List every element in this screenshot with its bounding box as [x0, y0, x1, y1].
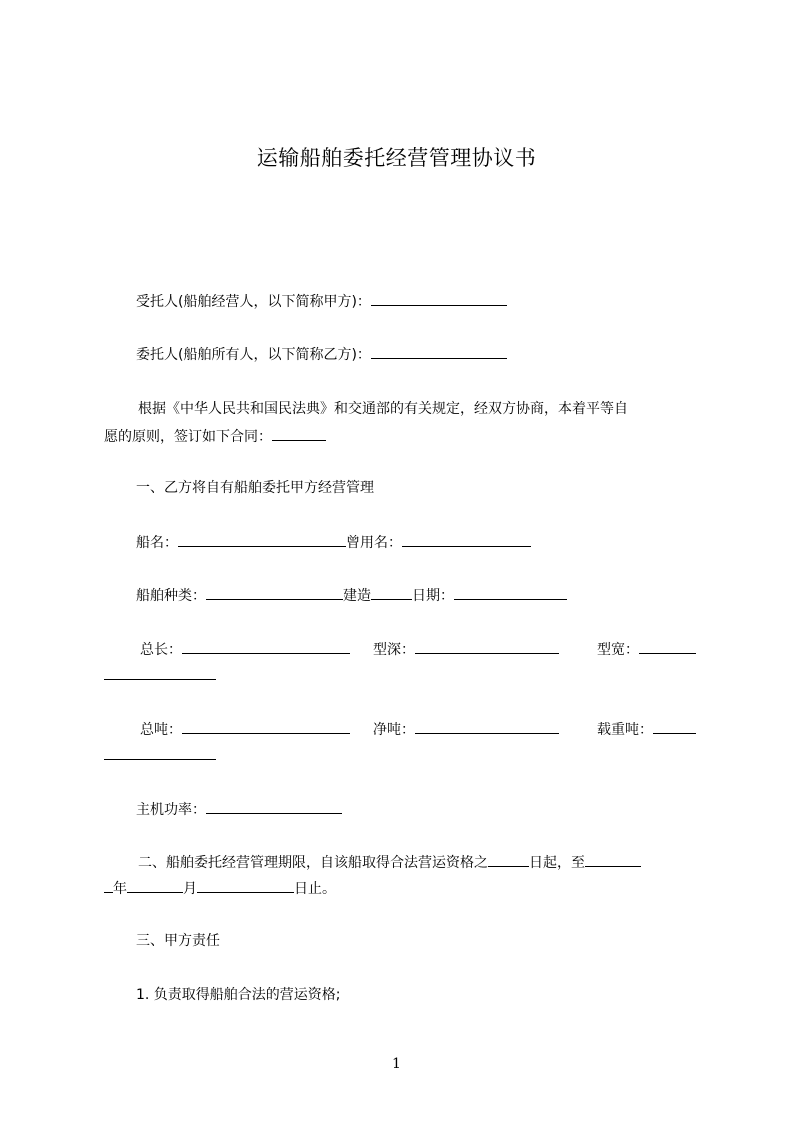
section2-text: 二、船舶委托经营管理期限，自该船取得合法营运资格之 [138, 855, 488, 871]
net-tonnage-item [373, 720, 559, 738]
date-blank[interactable] [454, 586, 567, 600]
intro-line-2-text: 愿的原则，签订如下合同： [104, 429, 272, 445]
former-name-blank[interactable] [402, 533, 531, 547]
section1-heading: 一、乙方将自有船舶委托甲方经营管理 [136, 480, 374, 496]
section3-item-1: 1. 负责取得船舶合法的营运资格; [136, 987, 341, 1003]
section2-day-blank[interactable] [197, 879, 294, 893]
date-label: 日期： [412, 588, 454, 604]
trustee-label: 受托人(船舶经营人，以下简称甲方)： [136, 294, 371, 310]
length-blank[interactable] [182, 640, 350, 654]
built-label: 建造 [343, 588, 371, 604]
built-blank[interactable] [371, 586, 412, 600]
ship-name-label: 船名： [136, 535, 178, 551]
deadweight-blank-continued[interactable] [104, 746, 216, 760]
section2-month-label: 月 [183, 881, 197, 897]
net-tonnage-label: 净吨： [373, 722, 415, 738]
ship-type-label: 船舶种类： [136, 588, 206, 604]
depth-blank[interactable] [415, 640, 559, 654]
page-number: 1 [392, 1056, 401, 1072]
gross-tonnage-blank[interactable] [182, 720, 350, 734]
gross-tonnage-item [140, 720, 350, 738]
principal-label: 委托人(船舶所有人，以下简称乙方)： [136, 347, 371, 363]
breadth-blank[interactable] [639, 640, 696, 654]
ship-type-blank[interactable] [206, 586, 343, 600]
deadweight-item [597, 720, 696, 738]
trustee-line [136, 292, 507, 310]
breadth-label: 型宽： [597, 642, 639, 658]
deadweight-continued [104, 746, 216, 764]
depth-item [373, 640, 559, 658]
intro-line-2 [104, 427, 326, 445]
deadweight-label: 载重吨： [597, 722, 653, 738]
gross-tonnage-label: 总吨： [140, 722, 182, 738]
section2-day-from: 日起，至 [529, 855, 585, 871]
length-label: 总长： [140, 642, 182, 658]
trustee-blank[interactable] [371, 292, 507, 306]
section2-line-2 [104, 879, 336, 897]
principal-blank[interactable] [371, 345, 507, 359]
contract-blank[interactable] [272, 427, 326, 441]
ship-name-line [136, 533, 531, 551]
engine-power-line [136, 800, 342, 818]
breadth-item [597, 640, 696, 658]
principal-line [136, 345, 507, 363]
deadweight-blank[interactable] [653, 720, 696, 734]
former-name-label: 曾用名： [346, 535, 402, 551]
engine-power-blank[interactable] [206, 800, 342, 814]
document-title: 运输船舶委托经营管理协议书 [256, 146, 537, 170]
section2-until: 日止。 [294, 881, 336, 897]
depth-label: 型深： [373, 642, 415, 658]
ship-name-blank[interactable] [178, 533, 346, 547]
breadth-continued [104, 666, 216, 684]
breadth-blank-continued[interactable] [104, 666, 216, 680]
length-item [140, 640, 350, 658]
intro-line-1: 根据《中华人民共和国民法典》和交通部的有关规定，经双方协商，本着平等自 [138, 401, 628, 417]
ship-type-line [136, 586, 567, 604]
section2-month-blank[interactable] [127, 879, 183, 893]
section2-line-1 [138, 853, 641, 871]
section2-year-blank[interactable] [585, 853, 641, 867]
section3-heading: 三、甲方责任 [136, 933, 220, 949]
section2-start-blank[interactable] [488, 853, 529, 867]
net-tonnage-blank[interactable] [415, 720, 559, 734]
engine-power-label: 主机功率： [136, 802, 206, 818]
section2-year-label: 年 [113, 881, 127, 897]
section2-year-blank-continued[interactable] [104, 879, 113, 893]
